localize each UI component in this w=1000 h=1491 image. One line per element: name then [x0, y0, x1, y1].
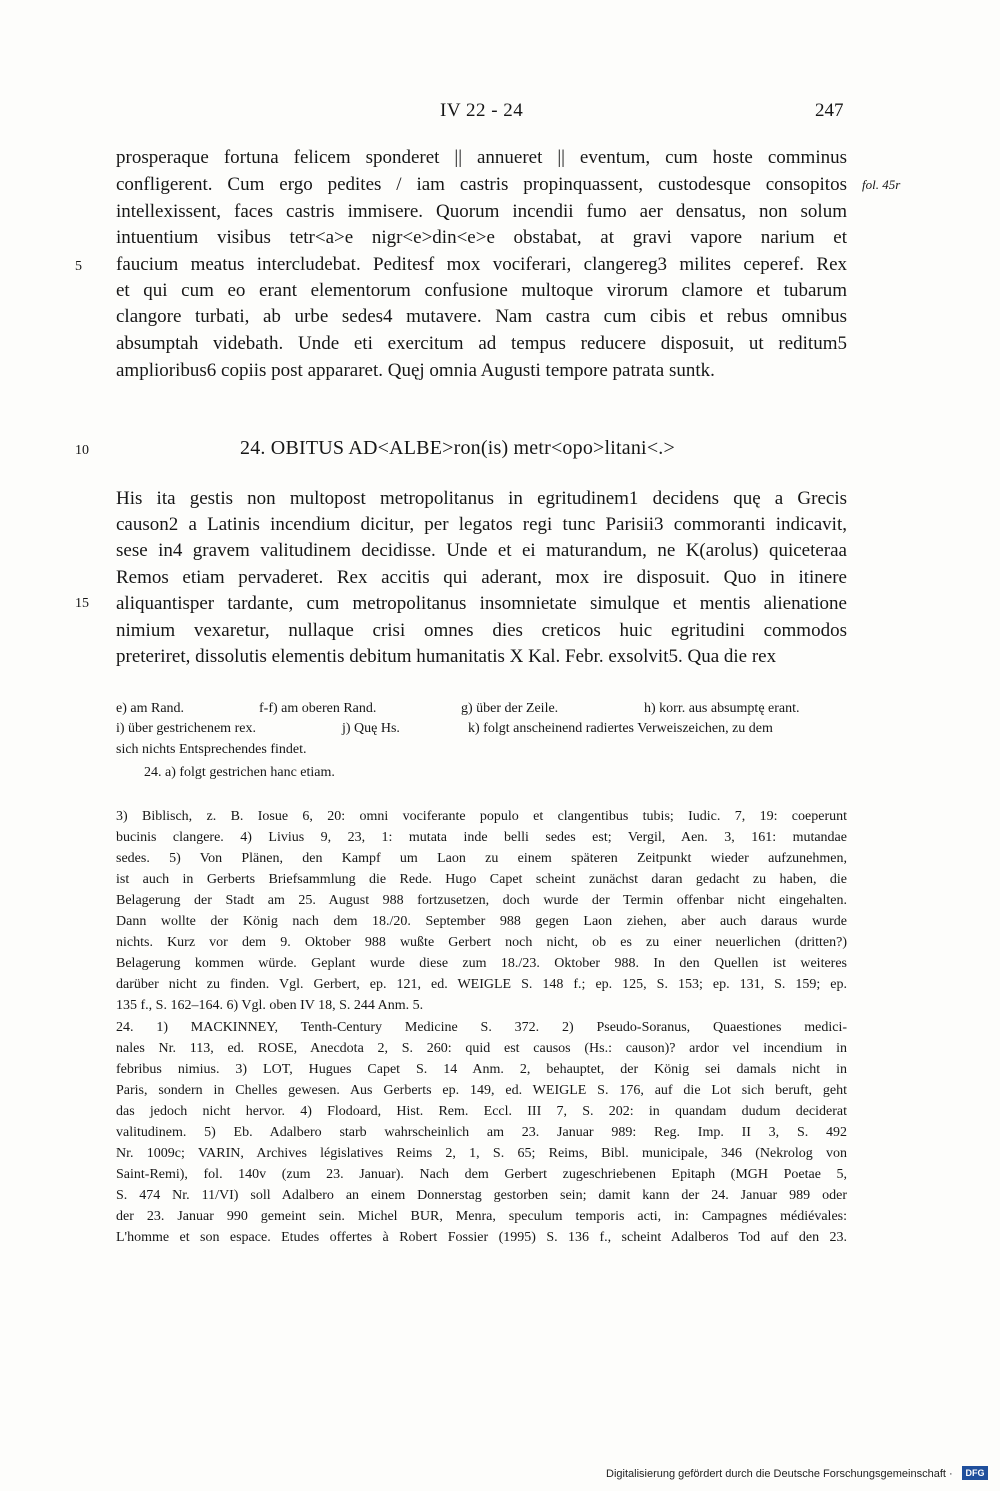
- apparatus-note: i) über gestrichenem rex.: [116, 721, 256, 736]
- margin-folio-note: fol. 45r: [862, 177, 901, 192]
- footnote-line: S. 474 Nr. 11/VI) soll Adalbero an einem Donnerstag gestorben sein; damit kann der 24. Januar 989 oder: [116, 1188, 847, 1203]
- footnote-line: das jedoch nicht hervor. 4) Flodoard, Hist. Rem. Eccl. III 7, S. 202: in quandam dudum deciderat: [116, 1104, 847, 1119]
- footnote-line: Dann wollte der König nach dem 18./20. September 988 gegen Laon ziehen, aber auch daraus wurde: [116, 914, 847, 929]
- footnote-line: der 23. Januar 990 gemeint sein. Michel BUR, Menra, speculum temporis acti, in: Campagnes médiévales:: [116, 1209, 847, 1224]
- footnote-line: Saint-Remi), fol. 140v (zum 23. Januar). Nach dem Gerbert zugeschriebenen Epitaph (MGH Poetae 5,: [116, 1167, 847, 1182]
- text-line: preteriret, dissolutis elementis debitum humanitatis X Kal. Febr. exsolvit5. Qua die rex: [116, 646, 777, 667]
- footnote-line: nales Nr. 113, ed. ROSE, Anecdota 2, S. 260: quid est causos (Hs.: causon)? ardor vel incendium in: [116, 1041, 847, 1056]
- footnote-line: bucinis clangere. 4) Livius 9, 23, 1: mutata inde belli sedes est; Vergil, Aen. 3, 161: mutandae: [116, 830, 847, 845]
- footnote-line: 24. 1) MACKINNEY, Tenth-Century Medicine S. 372. 2) Pseudo-Soranus, Quaestiones medici-: [116, 1020, 847, 1035]
- text-line: sese in4 gravem valitudinem decidisse. Unde et ei maturandum, ne K(arolus) quiceteraa: [116, 540, 847, 561]
- apparatus-note: sich nichts Entsprechendes findet.: [116, 742, 307, 757]
- text-line: His ita gestis non multopost metropolitanus in egritudinem1 decidens quę a Grecis: [116, 488, 847, 509]
- apparatus-note: k) folgt anscheinend radiertes Verweiszeichen, zu dem: [468, 721, 773, 736]
- text-line: prosperaque fortuna felicem sponderet || annueret || eventum, cum hoste comminus: [116, 147, 847, 168]
- line-number: 5: [75, 259, 82, 274]
- footnote-line: L'homme et son espace. Etudes offertes à Robert Fossier (1995) S. 136 f., scheint Adalberos Tod auf den 23.: [116, 1230, 847, 1245]
- text-line: et qui cum eo erant elementorum confusione multoque virorum clamore et tubarum: [116, 280, 847, 301]
- apparatus-note: e) am Rand.: [116, 701, 185, 716]
- line-number: 10: [75, 443, 89, 458]
- footnote-line: Nr. 1009c; VARIN, Archives législatives Reims 2, 1, S. 65; Reims, Bibl. municipale, 346 (Nekrolog von: [116, 1146, 847, 1161]
- text-line: aliquantisper tardante, cum metropolitanus insomnietate simulque et mentis alienatione: [116, 593, 847, 614]
- apparatus-note: 24. a) folgt gestrichen hanc etiam.: [144, 765, 335, 780]
- line-number: 15: [75, 596, 89, 611]
- text-line: causon2 a Latinis incendium dicitur, per legatos regi tunc Parisii3 commoranti indicavit,: [116, 514, 847, 535]
- digitization-credit: Digitalisierung gefördert durch die Deutsche Forschungsgemeinschaft ·: [606, 1468, 953, 1480]
- footnote-line: Belagerung kommen würde. Geplant wurde diese zum 18./23. Oktober 988. In den Quellen ist weiteres: [116, 956, 847, 971]
- running-head: [0, 100, 1000, 130]
- text-line: confligerent. Cum ergo pedites / iam castris propinquassent, custodesque consopitos: [116, 174, 847, 195]
- apparatus-note: h) korr. aus absumptę erant.: [644, 701, 800, 716]
- text-line: Remos etiam pervaderet. Rex accitis qui aderant, mox ire disposuit. Quo in itinere: [116, 567, 847, 588]
- footnote-line: ist auch in Gerberts Briefsammlung die Rede. Hugo Capet scheint zunächst daran gedacht zu haben, die: [116, 872, 847, 887]
- footnote-line: nichts. Kurz vor dem 9. Oktober 988 wußte Gerbert noch nicht, ob es zu einer neuerlichen (dritten?): [116, 935, 847, 950]
- footnote-line: Paris, sondern in Chelles gewesen. Aus Gerberts ep. 149, ed. WEIGLE S. 176, auf die Lot sich beruft, geht: [116, 1083, 847, 1098]
- footnote-line: sedes. 5) Von Plänen, den Kampf um Laon zu einem späteren Zeitpunkt wieder aufzunehmen,: [116, 851, 847, 866]
- footnote-line: Belagerung der Stadt am 25. August 988 fortzusetzen, doch wurde der Termin offenbar nicht eingehalten.: [116, 893, 847, 908]
- footnote-line: 3) Biblisch, z. B. Iosue 6, 20: omni vociferante populo et clangentibus tubis; Iudic. 7, 19: coeperunt: [116, 809, 847, 824]
- text-line: faucium meatus intercludebat. Peditesf mox vociferari, clangereg3 milites ceperef. Rex: [116, 254, 847, 275]
- running-head-section: IV 22 - 24: [440, 100, 524, 121]
- text-line: amplioribus6 copiis post appararet. Quęj omnia Augusti tempore patrata suntk.: [116, 360, 715, 381]
- apparatus-note: f-f) am oberen Rand.: [259, 701, 377, 716]
- chapter-heading: 24. OBITUS AD<ALBE>ron(is) metr<opo>litani<.>: [240, 437, 675, 459]
- text-line: clangore turbati, ab urbe sedes4 mutavere. Nam castra cum cibis et rebus omnibus: [116, 306, 847, 327]
- footnote-line: 135 f., S. 162–164. 6) Vgl. oben IV 18, S. 244 Anm. 5.: [116, 998, 424, 1013]
- footnote-line: febribus nimius. 3) LOT, Hugues Capet S. 14 Anm. 2, behauptet, der König sei damals nicht in: [116, 1062, 847, 1077]
- apparatus-note: j) Quę Hs.: [342, 721, 400, 736]
- footnote-line: darüber nicht zu finden. Vgl. Gerbert, ep. 121, ed. WEIGLE S. 148 f.; ep. 125, S. 153; ep. 131, S. 159; ep.: [116, 977, 847, 992]
- text-line: intellexissent, faces castris immisere. Quorum incendii fumo aer densatus, non solum: [116, 201, 847, 222]
- dfg-logo: DFG: [962, 1466, 988, 1480]
- apparatus-note: g) über der Zeile.: [461, 701, 559, 716]
- page-number: 247: [815, 100, 844, 121]
- text-line: absumptah videbath. Unde eti exercitum ad tempus reducere disposuit, ut reditum5: [116, 333, 847, 354]
- text-line: nimium vexaretur, nullaque crisi omnes dies creticos huic egritudini commodos: [116, 620, 847, 641]
- footnote-line: valitudinem. 5) Eb. Adalbero starb wahrscheinlich am 23. Januar 989: Reg. Imp. II 3, S. 492: [116, 1125, 847, 1140]
- text-line: intuentium visibus tetr<a>e nigr<e>din<e>e obstabat, at gravi vapore narium et: [116, 227, 847, 248]
